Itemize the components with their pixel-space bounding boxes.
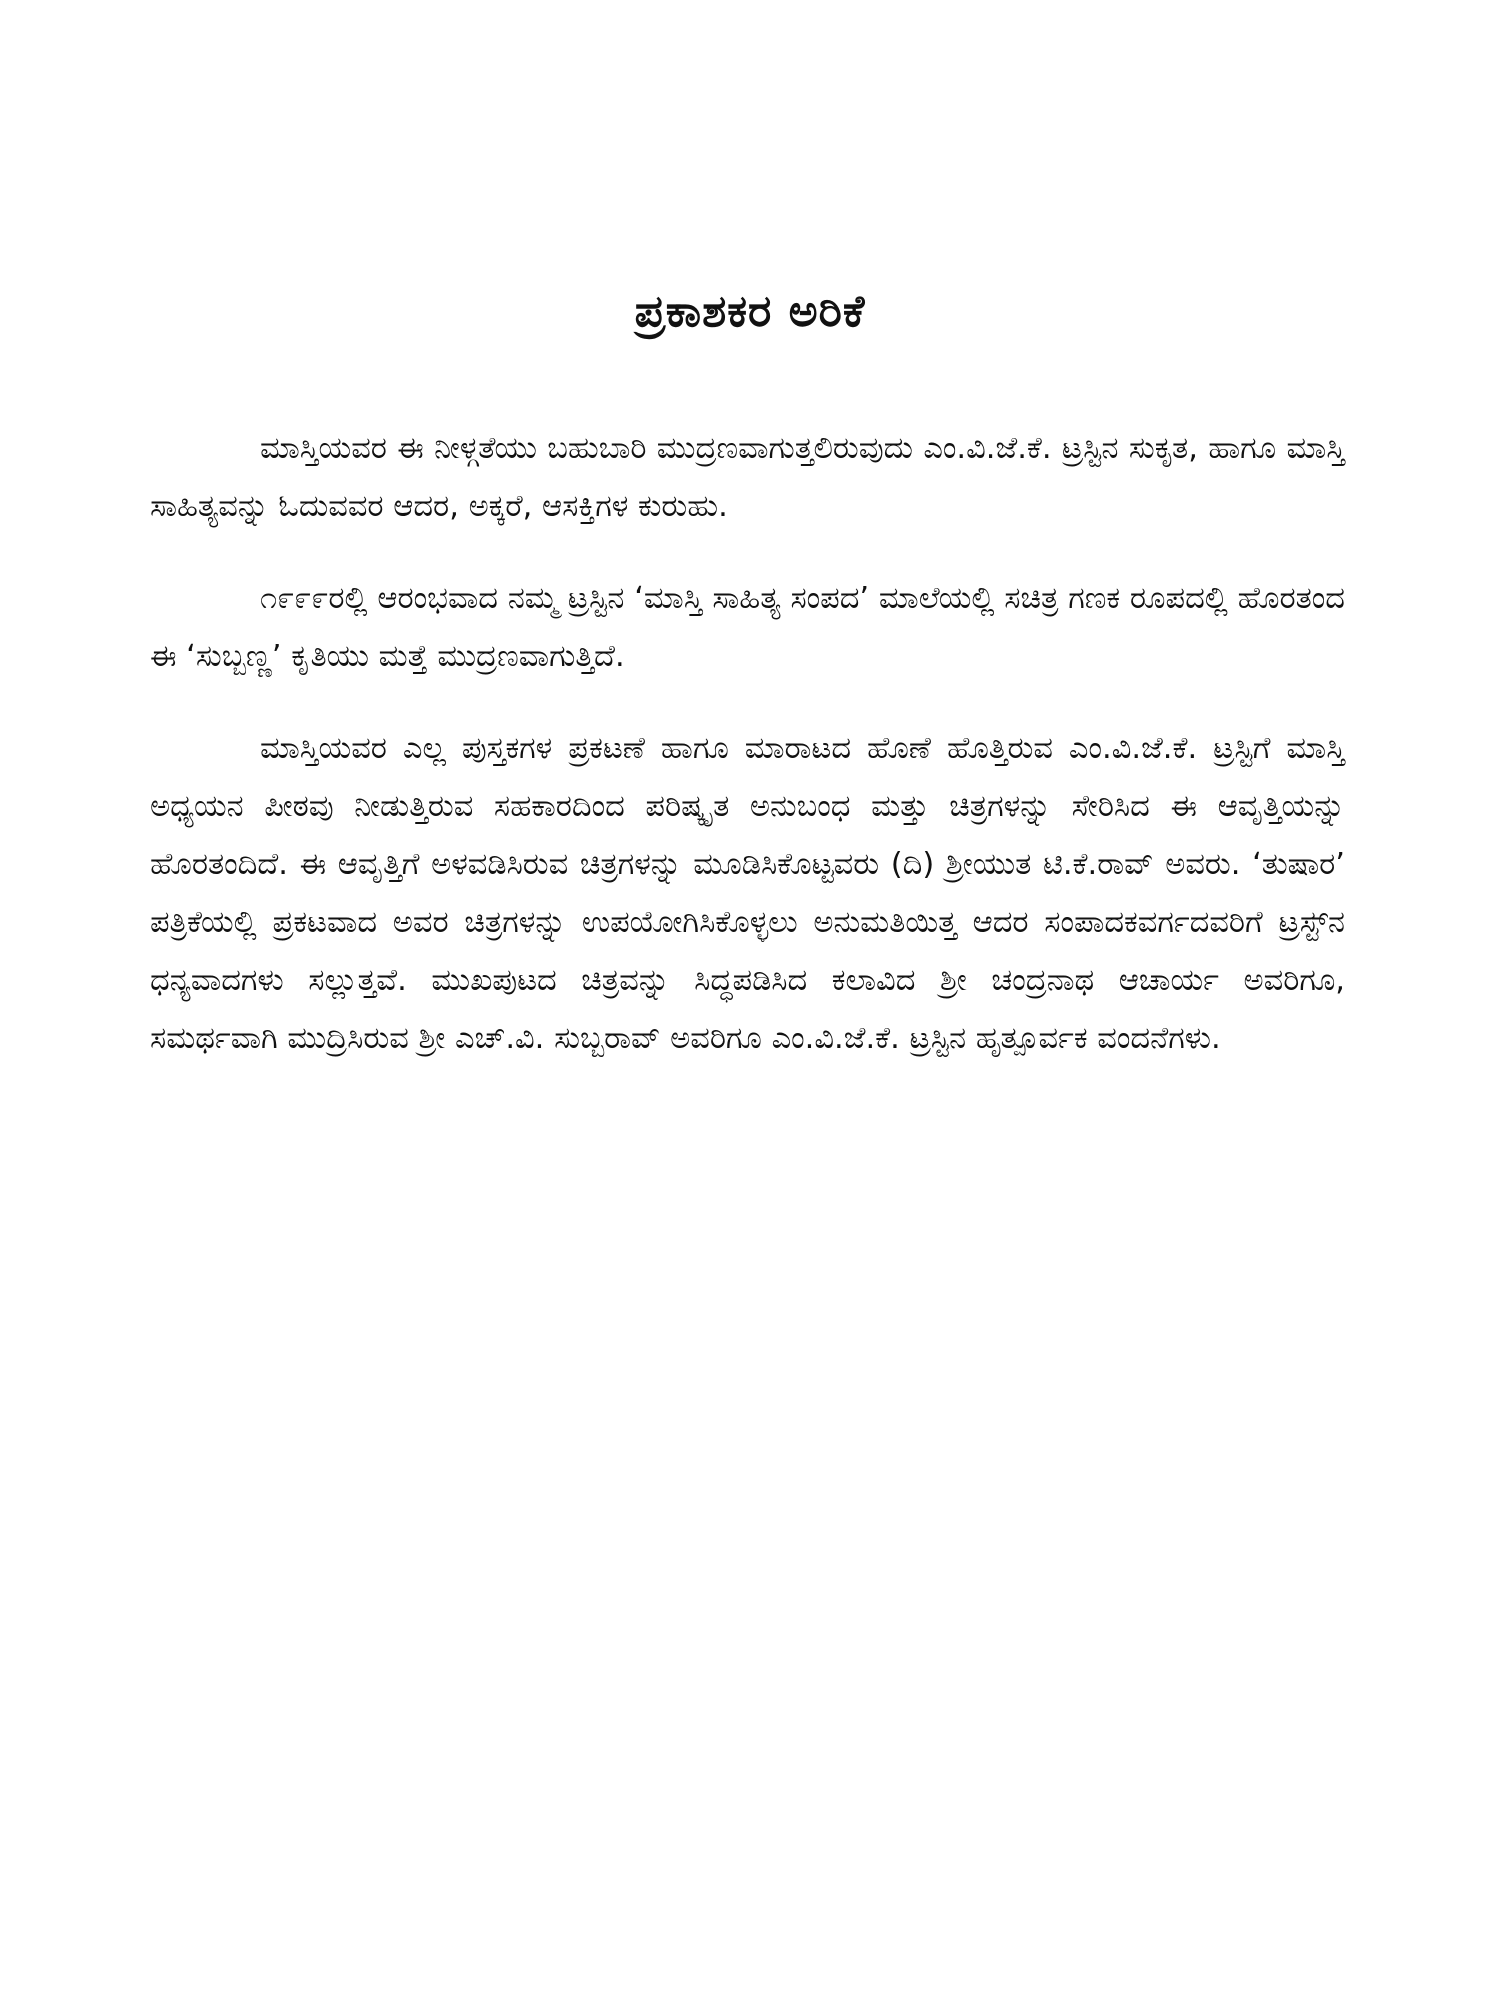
paragraph-3: ಮಾಸ್ತಿಯವರ ಎಲ್ಲ ಪುಸ್ತಕಗಳ ಪ್ರಕಟಣೆ ಹಾಗೂ ಮಾರಾಟದ ಹೊಣೆ ಹೊತ್ತಿರುವ ಎಂ.ವಿ.ಜೆ.ಕೆ. ಟ್ರಸ್ಟಿಗೆ ಮಾಸ್ತಿ ಅಧ್ಯಯನ ಪೀಠವು ನೀಡುತ್ತಿರುವ ಸಹಕಾರದಿಂದ ಪರಿಷ್ಕೃತ ಅನುಬಂಧ ಮತ್ತು ಚಿತ್ರಗಳನ್ನು ಸೇರಿಸಿದ ಈ ಆವೃತ್ತಿಯನ್ನು ಹೊರತಂದಿದೆ. ಈ ಆವೃತ್ತಿಗೆ ಅಳವಡಿಸಿರುವ ಚಿತ್ರಗಳನ್ನು ಮೂಡಿಸಿಕೊಟ್ಟವರು (ದಿ) ಶ್ರೀಯುತ ಟಿ.ಕೆ.ರಾವ್ ಅವರು. ‘ತುಷಾರ’ ಪತ್ರಿಕೆಯಲ್ಲಿ ಪ್ರಕಟವಾದ ಅವರ ಚಿತ್ರಗಳನ್ನು ಉಪಯೋಗಿಸಿಕೊಳ್ಳಲು ಅನುಮತಿಯಿತ್ತ ಆದರ ಸಂಪಾದಕವರ್ಗದವರಿಗೆ ಟ್ರಸ್ಟ್‌ನ ಧನ್ಯವಾದಗಳು ಸಲ್ಲುತ್ತವೆ. ಮುಖಪುಟದ ಚಿತ್ರವನ್ನು ಸಿದ್ಧಪಡಿಸಿದ ಕಲಾವಿದ ಶ್ರೀ ಚಂದ್ರನಾಥ ಆಚಾರ್ಯ ಅವರಿಗೂ, ಸಮರ್ಥವಾಗಿ ಮುದ್ರಿಸಿರುವ ಶ್ರೀ ಎಚ್.ವಿ. ಸುಬ್ಬರಾವ್ ಅವರಿಗೂ ಎಂ.ವಿ.ಜೆ.ಕೆ. ಟ್ರಸ್ಟಿನ ಹೃತ್ಪೂರ್ವಕ ವಂದನೆಗಳು.	[150, 731, 1345, 1056]
paragraph-2: ೧೯೯೯ರಲ್ಲಿ ಆರಂಭವಾದ ನಮ್ಮ ಟ್ರಸ್ಟಿನ ‘ಮಾಸ್ತಿ ಸಾಹಿತ್ಯ ಸಂಪದ’ ಮಾಲೆಯಲ್ಲಿ ಸಚಿತ್ರ ಗಣಕ ರೂಪದಲ್ಲಿ ಹೊರತಂದ ಈ ‘ಸುಬ್ಬಣ್ಣ’ ಕೃತಿಯು ಮತ್ತೆ ಮುದ್ರಣವಾಗುತ್ತಿದೆ.	[150, 581, 1345, 674]
paragraph-1: ಮಾಸ್ತಿಯವರ ಈ ನೀಳ್ಗತೆಯು ಬಹುಬಾರಿ ಮುದ್ರಣವಾಗುತ್ತಲಿರುವುದು ಎಂ.ವಿ.ಜೆ.ಕೆ. ಟ್ರಸ್ಟಿನ ಸುಕೃತ, ಹಾಗೂ ಮಾಸ್ತಿ ಸಾಹಿತ್ಯವನ್ನು ಓದುವವರ ಆದರ, ಅಕ್ಕರೆ, ಆಸಕ್ತಿಗಳ ಕುರುಹು.	[150, 431, 1345, 524]
page-title: ಪ್ರಕಾಶಕರ ಅರಿಕೆ	[634, 286, 866, 337]
document-body	[150, 420, 1345, 1102]
